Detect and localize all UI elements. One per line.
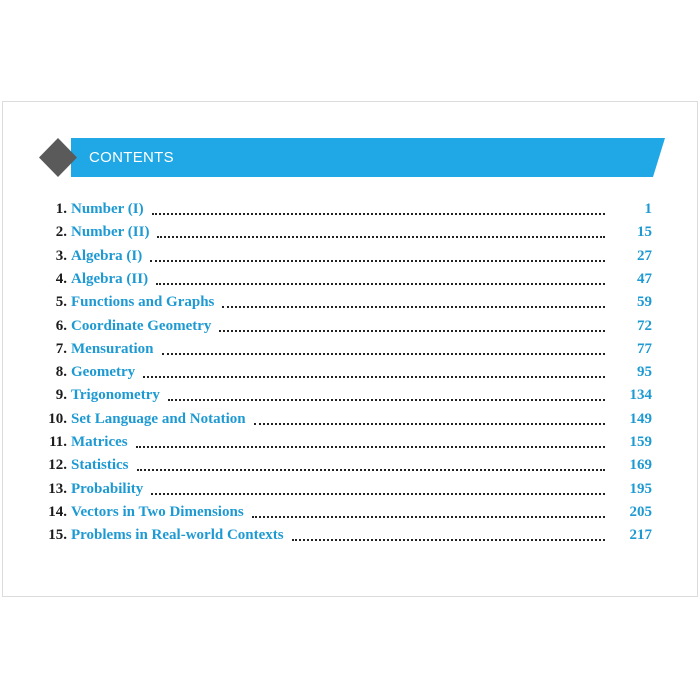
toc-entry-page[interactable]: 134 — [629, 387, 652, 404]
toc-entry-title[interactable]: Functions and Graphs — [71, 294, 215, 311]
toc-entry[interactable] — [3, 361, 697, 384]
toc-entry-number: 14. — [48, 503, 67, 520]
toc-entry[interactable] — [3, 431, 697, 454]
toc-entry-page[interactable]: 1 — [644, 201, 652, 217]
toc-entry[interactable] — [3, 291, 697, 314]
toc-entry-number: 4. — [55, 270, 67, 287]
toc-entry-number: 8. — [55, 364, 67, 381]
toc-entry[interactable] — [3, 245, 697, 268]
toc-leader-dots — [151, 493, 605, 495]
toc-entry-page[interactable]: 205 — [629, 503, 652, 520]
toc-leader-dots — [136, 446, 605, 448]
toc-entry-page[interactable]: 27 — [637, 247, 652, 264]
toc-entry-number: 11. — [49, 434, 67, 450]
toc-entry-page[interactable]: 77 — [637, 340, 652, 357]
toc-entry-number: 7. — [55, 340, 67, 357]
toc-entry[interactable] — [3, 221, 697, 244]
toc-entry-number: 5. — [55, 294, 67, 311]
toc-entry-title[interactable]: Problems in Real-world Contexts — [71, 527, 284, 544]
toc-entry-title[interactable]: Trigonometry — [71, 387, 160, 404]
toc-entry-title[interactable]: Probability — [71, 480, 144, 497]
toc-entry[interactable] — [3, 268, 697, 291]
toc-leader-dots — [222, 306, 605, 308]
toc-leader-dots — [254, 423, 605, 425]
toc-entry-number: 9. — [55, 387, 67, 404]
toc-entry-title[interactable]: Mensuration — [71, 340, 154, 357]
toc-entry[interactable] — [3, 524, 697, 547]
toc-entry-page[interactable]: 159 — [629, 434, 652, 450]
toc-entry-number: 2. — [55, 224, 67, 241]
toc-leader-dots — [168, 399, 605, 401]
toc-entry-title[interactable]: Statistics — [71, 457, 129, 474]
toc-leader-dots — [137, 469, 605, 471]
toc-entry[interactable] — [3, 338, 697, 361]
toc-entry-number: 13. — [48, 480, 67, 497]
toc-entry-title[interactable]: Coordinate Geometry — [71, 317, 212, 334]
toc-entry-title[interactable]: Matrices — [71, 434, 128, 450]
toc-entry[interactable] — [3, 501, 697, 524]
toc-entry[interactable] — [3, 198, 697, 221]
toc-leader-dots — [152, 213, 605, 215]
toc-entry-title[interactable]: Geometry — [71, 364, 136, 381]
toc-entry[interactable] — [3, 478, 697, 501]
toc-entry-page[interactable]: 217 — [629, 527, 652, 544]
toc-entry-number: 12. — [48, 457, 67, 474]
toc-entry-number: 6. — [55, 317, 67, 334]
toc-leader-dots — [252, 516, 605, 518]
toc-entry-page[interactable]: 72 — [637, 317, 652, 334]
toc-entry[interactable] — [3, 315, 697, 338]
page-title: CONTENTS — [89, 149, 174, 166]
toc-leader-dots — [162, 353, 605, 355]
toc-entry-page[interactable]: 15 — [637, 224, 652, 241]
toc-entry[interactable] — [3, 408, 697, 431]
toc-entry-page[interactable]: 169 — [629, 457, 652, 474]
toc-entry-title[interactable]: Number (I) — [71, 201, 144, 217]
toc-entry-page[interactable]: 95 — [637, 364, 652, 381]
toc-entry[interactable] — [3, 454, 697, 477]
toc-entry-page[interactable]: 149 — [629, 410, 652, 427]
toc-leader-dots — [156, 283, 605, 285]
toc-entry-page[interactable]: 195 — [629, 480, 652, 497]
toc-leader-dots — [292, 539, 605, 541]
toc-entry-title[interactable]: Algebra (I) — [71, 247, 143, 264]
toc-leader-dots — [150, 260, 605, 262]
toc-entry-number: 1. — [55, 201, 67, 217]
toc-entry-page[interactable]: 59 — [637, 294, 652, 311]
toc-entry-number: 15. — [48, 527, 67, 544]
contents-banner — [39, 138, 665, 177]
toc-leader-dots — [219, 330, 605, 332]
toc-entry-number: 3. — [55, 247, 67, 264]
toc-leader-dots — [157, 236, 605, 238]
toc-entry-title[interactable]: Set Language and Notation — [71, 410, 246, 427]
toc-entry-number: 10. — [48, 410, 67, 427]
contents-page — [2, 101, 698, 597]
toc-entry-title[interactable]: Algebra (II) — [71, 270, 149, 287]
toc-entry-title[interactable]: Vectors in Two Dimensions — [71, 503, 244, 520]
toc-entry-title[interactable]: Number (II) — [71, 224, 150, 241]
toc-entry[interactable] — [3, 384, 697, 407]
toc-leader-dots — [143, 376, 605, 378]
toc-entry-page[interactable]: 47 — [637, 270, 652, 287]
